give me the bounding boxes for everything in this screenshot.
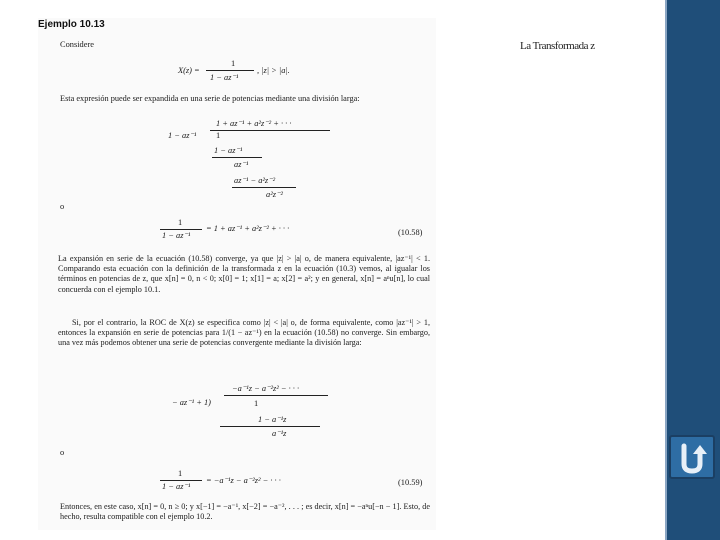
example-heading: Ejemplo 10.13	[38, 19, 105, 30]
div1-bar	[210, 130, 330, 131]
div1-bar3	[232, 187, 296, 188]
eq58-label: (10.58)	[398, 228, 423, 237]
div2-bar	[224, 395, 328, 396]
div1-dividend: 1	[216, 131, 221, 140]
def-den: 1 − az⁻¹	[210, 73, 239, 82]
eq58-rhs: = 1 + az⁻¹ + a²z⁻² + · · ·	[206, 224, 290, 233]
o-text-2: o	[60, 448, 65, 457]
return-button[interactable]	[669, 435, 715, 479]
scanned-page	[38, 18, 436, 530]
paragraph-3: Entonces, en este caso, x[n] = 0, n ≥ 0; y x[−1] = −a⁻¹, x[−2] = −a⁻², . . . ; es decir, x[n] = −aⁿu[−n − 1]. Esto, de hecho, resulta compatible con el ejemplo 10.2.	[60, 502, 430, 522]
eq58-num: 1	[178, 218, 183, 227]
div1-rem1: az⁻¹	[234, 160, 249, 169]
eq59-rhs: = −a⁻¹z − a⁻²z² − · · ·	[206, 476, 281, 485]
div2-step1: 1 − a⁻¹z	[258, 415, 287, 424]
eq58-fraction-bar	[160, 229, 202, 230]
intro-text: Esta expresión puede ser expandida en una serie de potencias mediante una división larga:	[60, 94, 360, 103]
considere-text: Considere	[60, 40, 94, 49]
eq59-fraction-bar	[160, 480, 202, 481]
def-roc: , |z| > |a|.	[257, 66, 290, 75]
paragraph-2: Si, por el contrario, la ROC de X(z) se especifica como |z| < |a| o, de forma equivalente, como |az⁻¹| > 1, entonces la expansión en serie de potencias para 1/(1 − az⁻¹) en la ecuación (10.58) no converge. Sin embargo, una vez más podemos obtener una serie de potencias convergente mediante la división larga:	[58, 318, 430, 348]
def-lhs: X(z) =	[178, 66, 200, 75]
u-turn-return-icon	[675, 440, 711, 476]
div1-rem2: a²z⁻²	[266, 190, 283, 199]
eq58-den: 1 − az⁻¹	[162, 231, 191, 240]
def-num: 1	[231, 59, 236, 68]
div1-bar2	[212, 157, 262, 158]
eq59-num: 1	[178, 469, 183, 478]
div1-step2: az⁻¹ − a²z⁻²	[234, 176, 276, 185]
div2-dividend: 1	[254, 399, 259, 408]
div1-quotient: 1 + az⁻¹ + a²z⁻² + · · ·	[216, 119, 292, 128]
slide-title: La Transformada z	[520, 40, 595, 52]
div2-bar2	[220, 426, 320, 427]
eq59-den: 1 − az⁻¹	[162, 482, 191, 491]
div1-divisor: 1 − az⁻¹	[168, 131, 197, 140]
def-fraction-bar	[206, 70, 254, 71]
div2-quotient: −a⁻¹z − a⁻²z² − · · ·	[232, 384, 300, 393]
o-text-1: o	[60, 202, 65, 211]
eq59-label: (10.59)	[398, 478, 423, 487]
div1-step1: 1 − az⁻¹	[214, 146, 243, 155]
div2-rem1: a⁻¹z	[272, 429, 287, 438]
paragraph-1: La expansión en serie de la ecuación (10.58) converge, ya que |z| > |a| o, de manera equivalente, |az⁻¹| < 1. Comparando esta ecuación con la definición de la transformada z en la ecuación (10.3) vemos, al igualar los términos en potencias de z, que x[n] = 0, n < 0; x[0] = 1; x[1] = a; x[2] = a²; y en general, x[n] = aⁿu[n], lo cual concuerda con el ejemplo 10.1.	[58, 254, 430, 294]
div2-divisor: − az⁻¹ + 1)	[172, 398, 211, 407]
